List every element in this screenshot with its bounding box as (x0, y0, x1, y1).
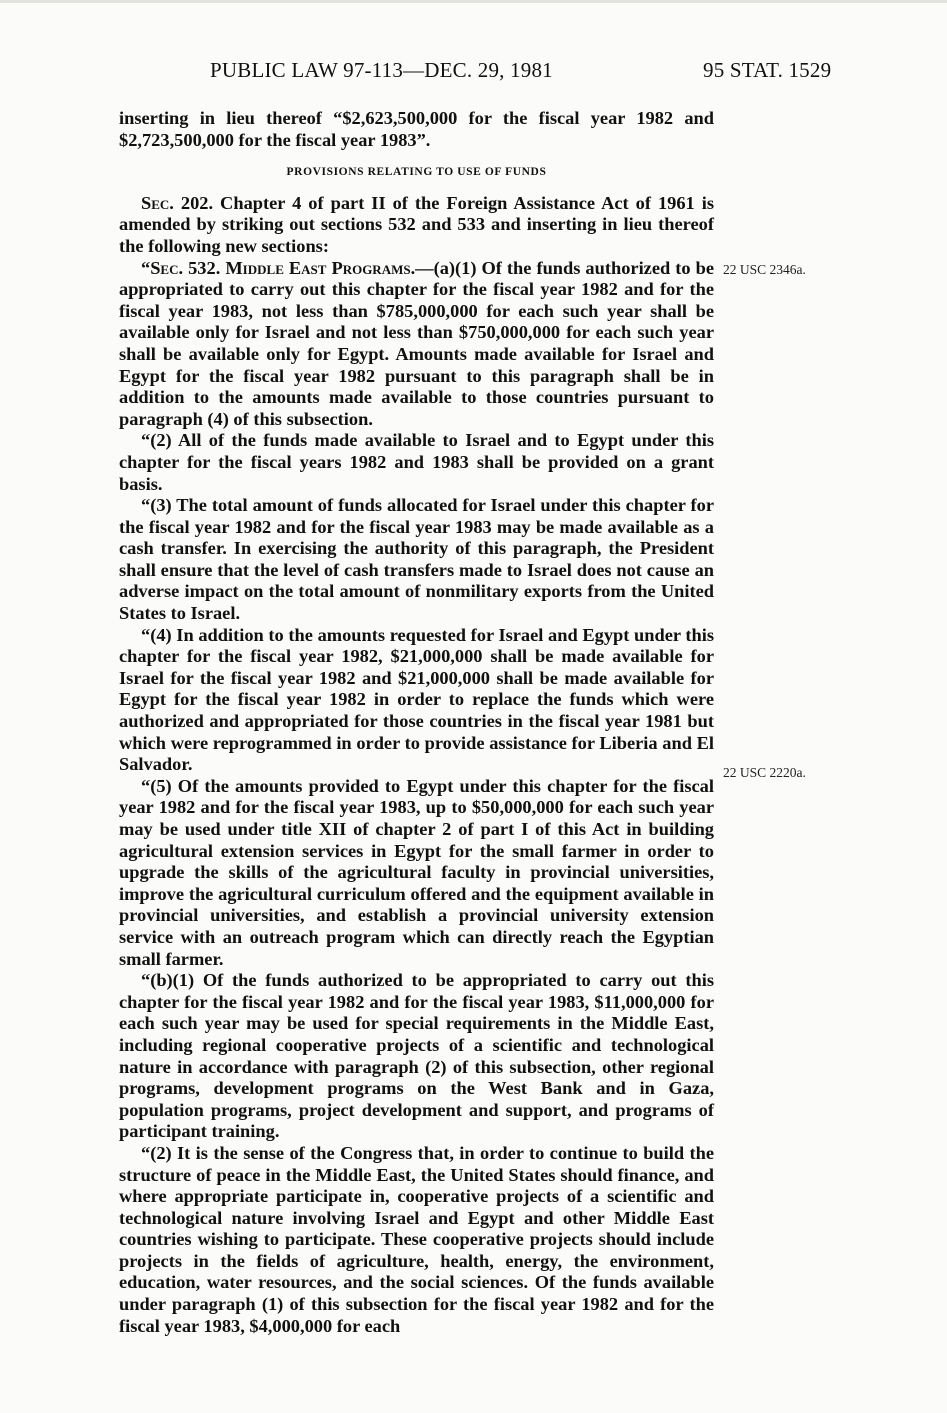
sec-532-a1-text: .—(a)(1) Of the funds authorized to be appropriated to carry out this chapter for the fiscal year 1982 and for the fiscal year 1983, not less than $785,000,000 for each such year shall be available only for Israel and not less than $750,000,000 for each such year shall be available only for Egypt. Amounts made available for Israel and Egypt for the fiscal year 1982 pursuant to this paragraph shall be in addition to the amounts made available to those countries pursuant to paragraph (4) of this subsection. (119, 257, 714, 429)
section-heading: PROVISIONS RELATING TO USE OF FUNDS (286, 166, 547, 179)
sec-label: Sec. (141, 192, 174, 213)
margin-note-usc-2220a: 22 USC 2220a. (723, 765, 806, 780)
open-quote: “ (141, 257, 151, 278)
paragraph-a3: “(3) The total amount of funds allocated for Israel under this chapter for the fiscal year 1982 and for the fiscal year 1983 may be made available as a cash transfer. In exercising the authority of this paragraph, the President shall ensure that the level of cash transfers made to Israel does not cause an adverse impact on the total amount of nonmilitary exports from the United States to Israel. (119, 495, 714, 624)
paragraph-continuation: inserting in lieu thereof “$2,623,500,000 for the fiscal year 1982 and $2,723,500,000 for the fiscal year 1983”. (119, 108, 714, 150)
law-citation: PUBLIC LAW 97-113—DEC. 29, 1981 (210, 58, 553, 82)
stat-citation: 95 STAT. 1529 (703, 58, 832, 82)
margin-note-usc-2346a: 22 USC 2346a. (723, 262, 806, 277)
paragraph-sec-202 (119, 193, 714, 258)
paragraph-b1: “(b)(1) Of the funds authorized to be appropriated to carry out this chapter for the fiscal year 1982 and for the fiscal year 1983, $11,000,000 for each such year may be used for special requirements in the Middle East, including regional cooperative projects of a scientific and technological nature in accordance with paragraph (2) of this subsection, other regional programs, development programs on the West Bank and in Gaza, population programs, project development and support, and programs of participant training. (119, 970, 714, 1142)
sec-number: 532. (183, 257, 226, 278)
paragraph-a4: “(4) In addition to the amounts requested for Israel and Egypt under this chapter for the fiscal year 1982, $21,000,000 shall be made available for Israel for the fiscal year 1982 and $21,000,000 shall be made available for Egypt for the fiscal year 1982 in order to replace the funds which were authorized and appropriated for those countries in the fiscal year 1981 but which were reprogrammed in order to provide assistance for Liberia and El Salvador. (119, 624, 714, 775)
paragraph-sec-532-a1 (119, 258, 714, 431)
paragraph-a5: “(5) Of the amounts provided to Egypt under this chapter for the fiscal year 1982 and for the fiscal year 1983, up to $50,000,000 for each such year may be used under title XII of chapter 2 of part I of this Act in building agricultural extension services in Egypt for the small farmer in order to upgrade the skills of the agricultural faculty in provincial universities, improve the agricultural curriculum offered and the equipment available in provincial universities, and establish a provincial university extension service with an outreach program which can directly reach the Egyptian small farmer. (119, 775, 714, 969)
sec-202-text: 202. Chapter 4 of part II of the Foreign Assistance Act of 1961 is amended by striking out sections 532 and 533 and inserting in lieu thereof the following new sections: (119, 192, 714, 256)
scan-edge (0, 0, 947, 3)
sec-label: Sec. (150, 257, 184, 278)
running-head (0, 58, 947, 88)
sec-title: Middle East Programs (225, 257, 411, 278)
paragraph-b2: “(2) It is the sense of the Congress that, in order to continue to build the structure of peace in the Middle East, the United States should finance, and where appropriate participate in, cooperative projects of a scientific and technological nature involving Israel and Egypt and other Middle East countries wishing to participate. These cooperative projects should include projects in the fields of agriculture, health, energy, the environment, education, water resources, and the social sciences. Of the funds available under paragraph (1) of this subsection for the fiscal year 1982 and for the fiscal year 1983, $4,000,000 for each (119, 1142, 714, 1336)
paragraph-a2: “(2) All of the funds made available to Israel and to Egypt under this chapter for the fiscal years 1982 and 1983 shall be provided on a grant basis. (119, 430, 714, 494)
statute-body (119, 108, 714, 1337)
